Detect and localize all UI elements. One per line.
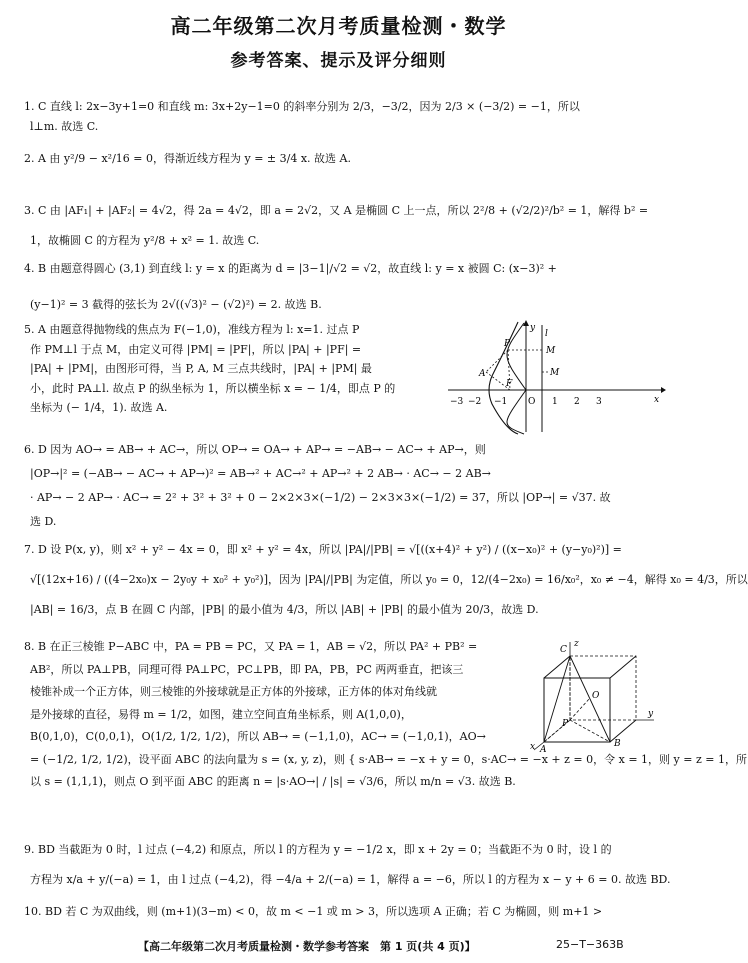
pa-line <box>486 350 508 372</box>
cube-back <box>570 656 636 720</box>
point-label-l: l <box>545 329 548 339</box>
tick-label: −3 <box>450 397 464 407</box>
answer-line: 7. D 设 P(x, y)，则 x² + y² − 4x = 0，即 x² + y² = 4x，所以 |PA|/|PB| = √[((x+4)² + y²) / ((x−x₀)² + (y−y₀)²)] = <box>24 543 622 556</box>
answer-line: 2. A 由 y²/9 − x²/16 = 0，得渐近线方程为 y = ± 3/4 x. 故选 A. <box>24 152 351 165</box>
answer-line: 坐标为 (− 1/4，1). 故选 A. <box>30 401 168 414</box>
point-label-c: C <box>560 645 567 655</box>
point-label-m: M <box>546 346 556 356</box>
answer-line: 1. C 直线 l: 2x−3y+1=0 和直线 m: 3x+2y−1=0 的斜率分别为 2/3，−3/2，因为 2/3 × (−3/2) = −1，所以 <box>24 100 580 113</box>
answer-line: (y−1)² = 3 截得的弦长为 2√((√3)² − (√2)²) = 2. 故选 B. <box>30 298 322 311</box>
tick-label: 2 <box>574 397 580 407</box>
footer-code: 25−T−363B <box>556 938 624 951</box>
axis-label-x: x <box>654 395 660 405</box>
answer-line: 5. A 由题意得抛物线的焦点为 F(−1,0)，准线方程为 l: x=1. 过点 P <box>24 323 360 336</box>
axis-label-y: y <box>530 323 536 333</box>
page-subtitle: 参考答案、提示及评分细则 <box>230 51 447 71</box>
point-label-a: A <box>479 369 486 379</box>
tick-label: 1 <box>552 397 558 407</box>
answer-line: AB²，所以 PA⊥PB，同理可得 PA⊥PC，PC⊥PB，即 PA，PB，PC 两两垂直，把该三 <box>30 662 464 676</box>
answer-line: |AB| = 16/3，点 B 在圆 C 内部，|PB| 的最小值为 4/3，所以 |AB| + |PB| 的最小值为 20/3，故选 D. <box>30 603 539 616</box>
answer-line: 10. BD 若 C 为双曲线，则 (m+1)(3−m) < 0，故 m < −1 或 m > 3，所以选项 A 正确；若 C 为椭圆，则 m+1 > <box>24 905 603 918</box>
answer-line: = (−1/2, 1/2, 1/2)，设平面 ABC 的法向量为 s = (x, y, z)，则 { s·AB→ = −x + y = 0，s·AC→ = −x + z = 0，令 x = 1，则 y = z = 1，所 <box>30 752 747 766</box>
answer-line: |PA| + |PM|，由图形可得，当 P, A, M 三点共线时，|PA| + |PM| 最 <box>30 362 372 375</box>
answer-line: B(0,1,0)，C(0,0,1)，O(1/2, 1/2, 1/2)，所以 AB→ = (−1,1,0)，AC→ = (−1,0,1)，AO→ <box>30 730 486 743</box>
point-label-m2: M <box>550 368 560 378</box>
point-label-z: z <box>574 639 579 649</box>
answer-line: 3. C 由 |AF₁| + |AF₂| = 4√2，得 2a = 4√2，即 a = 2√2，又 A 是椭圆 C 上一点，所以 2²/8 + (√2/2)²/b² = 1，解得 b² = <box>24 204 649 217</box>
answer-line: 选 D. <box>30 515 57 528</box>
point-label-b: B <box>614 739 621 749</box>
tick-label: 3 <box>596 397 602 407</box>
answer-line: 9. BD 当截距为 0 时，l 过点 (−4,2) 和原点，所以 l 的方程为 y = −1/2 x，即 x + 2y = 0；当截距不为 0 时，设 l 的 <box>24 843 612 856</box>
point-label-p: P <box>504 339 511 349</box>
answer-line: 4. B 由题意得圆心 (3,1) 到直线 l: y = x 的距离为 d = |3−1|/√2 = √2，故直线 l: y = x 被圆 C: (x−3)² + <box>24 262 557 275</box>
answer-line: √[(12x+16) / ((4−2x₀)x − 2y₀y + x₀² + y₀²)]，因为 |PA|/|PB| 为定值，所以 y₀ = 0，12/(4−2x₀) = 16/x₀²，x₀ ≠ −4，解得 x₀ = 4/3，所以 <box>30 573 748 586</box>
page-title: 高二年级第二次月考质量检测・数学 <box>170 14 507 38</box>
answer-line: 小，此时 PA⊥l. 故点 P 的纵坐标为 1，所以横坐标 x = − 1/4，即点 P 的 <box>30 381 396 395</box>
answer-line: · AP→ − 2 AP→ · AC→ = 2² + 3² + 3² + 0 − 2×2×3×(−1/2) − 2×3×3×(−1/2) = 37，所以 |OP→| = √37. 故 <box>30 491 611 504</box>
answer-line: 6. D 因为 AO→ = AB→ + AC→，所以 OP→ = OA→ + AP→ = −AB→ − AC→ + AP→，则 <box>24 443 486 456</box>
point-label-f: F <box>506 379 513 389</box>
cube-figure <box>530 638 660 753</box>
answer-line: 方程为 x/a + y/(−a) = 1，由 l 过点 (−4,2)，得 −4/a + 2/(−a) = 1，解得 a = −6，所以 l 的方程为 x − y + 6 = 0. 故选 BD. <box>30 873 671 886</box>
answer-line: 作 PM⊥l 于点 M，由定义可得 |PM| = |PF|，所以 |PA| + |PF| = <box>30 342 362 356</box>
point-label-y: y <box>648 709 654 719</box>
tick-label: O <box>528 397 536 407</box>
footer-text: 【高二年级第二次月考质量检测・数学参考答案 第 1 页(共 4 页)】 <box>138 940 476 953</box>
answer-line: 是外接球的直径，易得 m = 1/2，如图，建立空间直角坐标系，则 A(1,0,0)， <box>30 707 412 721</box>
point-label-x: x <box>530 742 536 752</box>
parabola-figure <box>446 320 666 435</box>
answer-line: 8. B 在正三棱锥 P−ABC 中，PA = PB = PC，又 PA = 1，AB = √2，所以 PA² + PB² = <box>24 640 478 653</box>
point-label-a: A <box>540 745 547 755</box>
answer-line: 1，故椭圆 C 的方程为 y²/8 + x² = 1. 故选 C. <box>30 234 260 247</box>
point-label-o: O <box>592 691 600 701</box>
point-label-p: P <box>562 719 569 729</box>
tick-label: −1 <box>494 397 508 407</box>
tick-label: −2 <box>468 397 482 407</box>
answer-line: 棱锥补成一个正方体，则三棱锥的外接球就是正方体的外接球，正方体的体对角线就 <box>30 685 437 698</box>
x-axis-arrow <box>661 387 666 393</box>
answer-line: 以 s = (1,1,1)，则点 O 到平面 ABC 的距离 n = |s·AO→| / |s| = √3/6，所以 m/n = √3. 故选 B. <box>30 775 516 788</box>
answer-line: l⊥m. 故选 C. <box>30 120 99 133</box>
answer-line: |OP→|² = (−AB→ − AC→ + AP→)² = AB→² + AC→² + AP→² + 2 AB→ · AC→ − 2 AB→ <box>30 467 491 480</box>
